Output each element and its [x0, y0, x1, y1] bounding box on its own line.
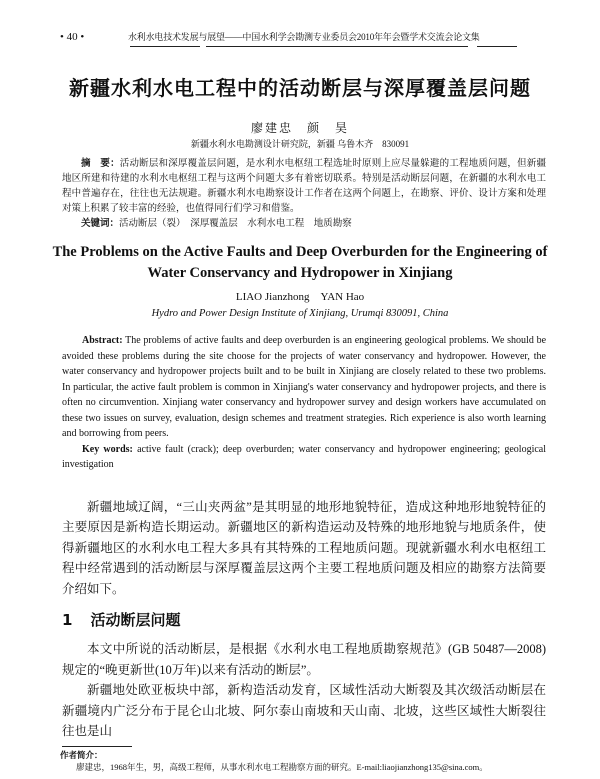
abstract-label: 摘 要：: [81, 159, 120, 169]
header-rule: [206, 46, 468, 47]
paragraph: 本文中所说的活动断层，是根据《水利水电工程地质勘察规范》(GB 50487—2008)规定的“晚更新世(10万年)以来有活动的断层”。: [62, 642, 546, 677]
section-heading: [62, 609, 546, 631]
keywords-text: active fault (crack); deep overburden; water conservancy and hydropower engineering; geological investigation: [62, 443, 547, 470]
abstract-english: [62, 333, 546, 442]
header-rule: [130, 46, 200, 47]
keywords-english: [62, 442, 546, 473]
title-chinese: 新疆水利水电工程中的活动断层与深厚覆盖层问题: [69, 76, 531, 100]
authors-chinese: 廖建忠 颜 昊: [250, 121, 349, 135]
affiliation-english: Hydro and Power Design Institute of Xinjiang, Urumqi 830091, China: [151, 308, 449, 319]
keywords-label: 关键词：: [81, 219, 120, 229]
intro-paragraph: 新疆地域辽阔，“三山夹两盆”是其明显的地形地貌特征，造成这种地形地貌特征的主要原因是新构造长期运动。新疆地区的新构造运动及特殊的地形地貌与地质条件，使得新疆地区的水利水电工程大多具有其特殊的工程地质问题。现就新疆水利水电枢纽工程中经常遇到的活动断层与深厚覆盖层这两个主要工程地质问题及相应的勘察方法简要介绍如下。: [62, 499, 546, 596]
abstract-label: Abstract:: [82, 335, 123, 346]
affiliation-chinese: 新疆水利水电勘测设计研究院，新疆 乌鲁木齐 830091: [190, 139, 410, 149]
header-rule: [477, 46, 517, 47]
title-english: The Problems on the Active Faults and Deep Overburden for the Engineering of Water Conservancy and Hydropower in Xinjiang: [52, 244, 548, 281]
footnote-text: 廖建忠，1968年生，男，高级工程师，从事水利水电工程勘察方面的研究。E-mail:liaojianzhong135@sina.com。: [76, 761, 488, 772]
abstract-text: 活动断层和深厚覆盖层问题，是水利水电枢纽工程选址时原则上应尽量躲避的工程地质问题，但新疆地区所建和待建的水利水电枢纽工程与这两个问题大多有着密切联系。特别是活动断层问题，在新疆的水利水电工程中普遍存在，往往也无法规避。新疆水利水电勘察设计工作者在这两个问题上，在勘察、评价、设计方案和处理对策上积累了较丰富的经验，也值得同行们学习和借鉴。: [62, 159, 546, 214]
section-title: 活动断层问题: [90, 611, 181, 629]
abstract-text: The problems of active faults and deep overburden is an engineering geological problems. We should be avoided these problems during the site choose for the projects of water conservancy and hydropower. However, the water conservancy and hydropower projects built and to be built in Xinjiang are closely related to these two problems. In particular, the active fault problem is common in Xinjiang's water conservancy and hydropower projects, and there is often no circumvention. Xinjiang water conservancy and hydropower survey and design workers have accumulated on these two issues on survey, evaluation, design schemes and treatment strategies. Rich experience is also worth learning and borrowing from peers.: [62, 335, 547, 439]
page-number: • 40 •: [60, 31, 85, 43]
keywords-label: Key words:: [82, 443, 133, 455]
footnote-rule: [62, 746, 132, 747]
header-rules: [62, 46, 546, 54]
section-number: 1: [62, 611, 73, 629]
section-body: [62, 639, 546, 742]
page-header: [62, 30, 546, 43]
running-header: 水利水电技术发展与展望——中国水利学会勘测专业委员会2010年年会暨学术交流会论文集: [128, 32, 480, 42]
paragraph: 新疆地处欧亚板块中部，新构造活动发育，区域性活动大断裂及其次级活动断层在新疆境内广泛分布于昆仑山北坡、阿尔泰山南坡和天山南、北坡，这些区域性大断裂往往也是山: [62, 683, 546, 738]
footnote-heading: 作者简介：: [60, 749, 103, 760]
keywords-chinese: [62, 217, 546, 232]
abstract-chinese: [62, 157, 546, 217]
authors-english: LIAO Jianzhong YAN Hao: [235, 291, 365, 303]
keywords-text: 活动断层（裂） 深厚覆盖层 水利水电工程 地质勘察: [119, 219, 352, 229]
